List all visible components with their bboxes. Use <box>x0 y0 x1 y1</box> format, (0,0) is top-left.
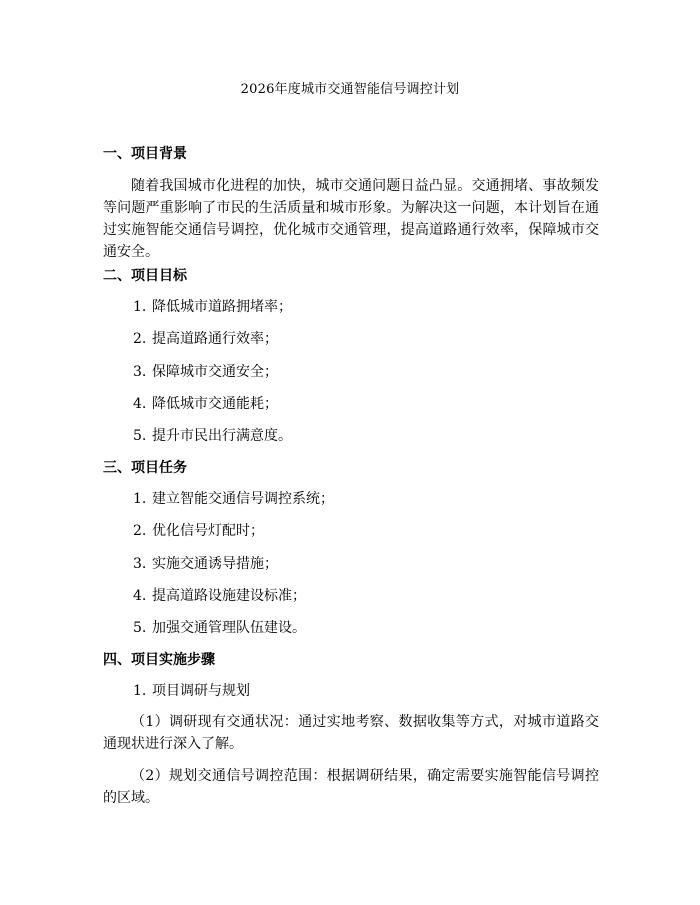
list-text: 加强交通管理队伍建设。 <box>152 620 306 636</box>
section-heading-tasks: 三、项目任务 <box>103 460 187 476</box>
list-number: 4. <box>133 588 147 604</box>
list-text: 降低城市道路拥堵率； <box>152 299 292 315</box>
list-item <box>133 489 599 509</box>
list-item <box>133 362 599 382</box>
section-heading-background: 一、项目背景 <box>103 146 187 162</box>
list-text: 保障城市交通安全； <box>152 364 278 380</box>
list-item <box>133 394 599 414</box>
list-number: 1. <box>133 491 147 507</box>
section-heading-goals: 二、项目目标 <box>103 268 187 284</box>
list-number: 5. <box>133 620 147 636</box>
list-text: 提高道路设施建设标准； <box>152 588 306 604</box>
list-item <box>133 297 599 317</box>
list-number: 3. <box>133 364 147 380</box>
list-number: 3. <box>133 556 147 572</box>
sub-paragraph: （2）规划交通信号调控范围：根据调研结果，确定需要实施智能信号调控的区域。 <box>103 768 599 806</box>
section-heading-steps: 四、项目实施步骤 <box>103 652 215 668</box>
sub-paragraph: （1）调研现有交通状况：通过实地考察、数据收集等方式，对城市道路交通现状进行深入了解。 <box>103 714 599 752</box>
list-text: 优化信号灯配时； <box>152 523 264 539</box>
list-text: 降低城市交通能耗； <box>152 396 278 412</box>
list-number: 1. <box>133 299 147 315</box>
list-item <box>133 681 599 701</box>
list-item <box>133 426 599 446</box>
list-item <box>133 521 599 541</box>
document-title: 2026年度城市交通智能信号调控计划 <box>240 82 460 97</box>
list-text: 提高道路通行效率； <box>152 331 278 347</box>
list-item <box>133 554 599 574</box>
list-number: 1. <box>133 683 147 699</box>
list-item <box>133 618 599 638</box>
list-item <box>133 586 599 606</box>
list-number: 2. <box>133 523 147 539</box>
list-text: 建立智能交通信号调控系统； <box>152 491 334 507</box>
list-text: 项目调研与规划 <box>152 683 250 699</box>
list-number: 4. <box>133 396 147 412</box>
background-paragraph: 随着我国城市化进程的加快，城市交通问题日益凸显。交通拥堵、事故频发等问题严重影响了市民的生活质量和城市形象。为解决这一问题，本计划旨在通过实施智能交通信号调控，优化城市交通管理，提高道路通行效率，保障城市交通安全。 <box>103 178 599 260</box>
list-number: 5. <box>133 428 147 444</box>
list-number: 2. <box>133 331 147 347</box>
list-item <box>133 329 599 349</box>
list-text: 提升市民出行满意度。 <box>152 428 292 444</box>
list-text: 实施交通诱导措施； <box>152 556 278 572</box>
